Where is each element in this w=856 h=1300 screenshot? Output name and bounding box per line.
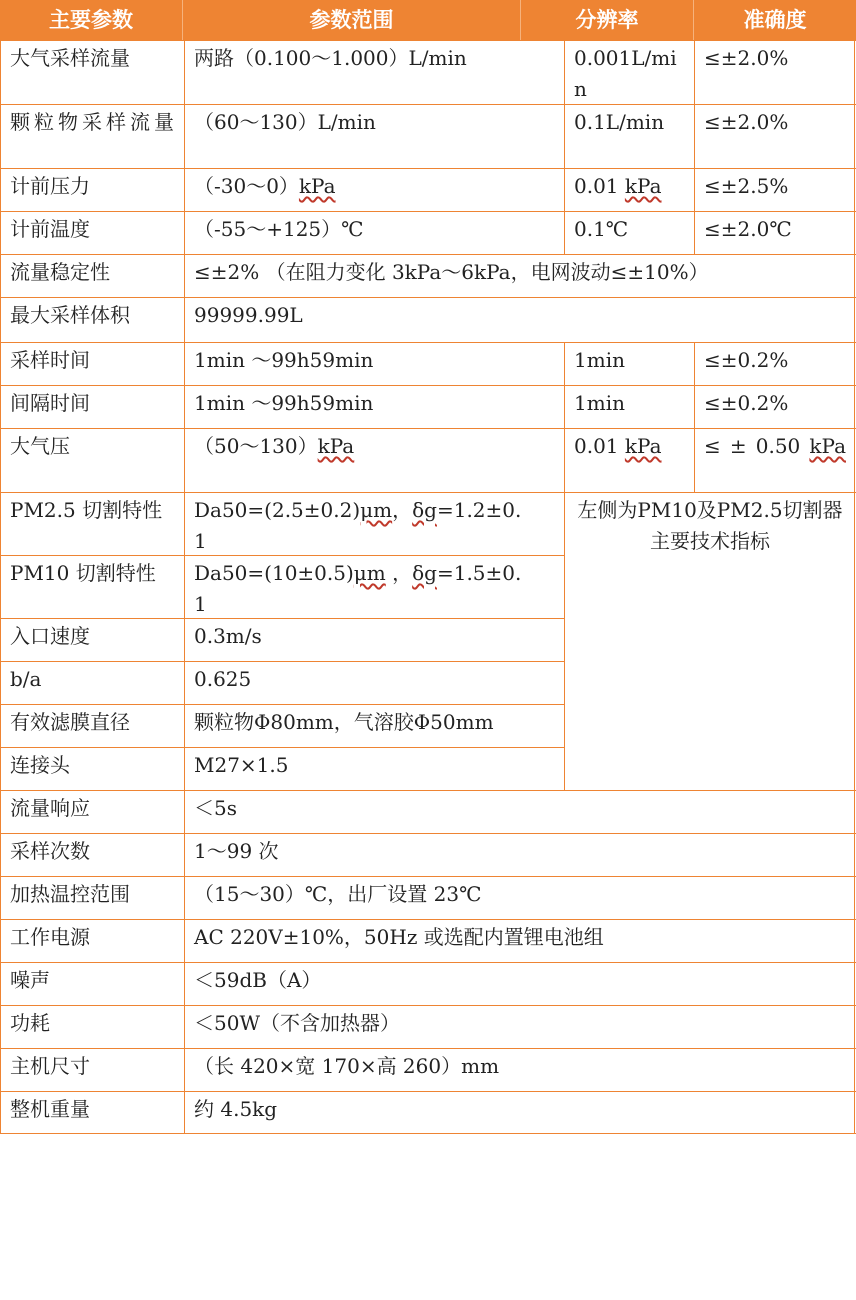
param-cell: 流量稳定性 [10, 260, 110, 284]
grid-line [564, 40, 565, 254]
resolution-cell: 0.01 kPa [574, 434, 662, 458]
param-cell: 噪声 [10, 968, 50, 992]
range-cell: ＜50W（不含加热器） [194, 1011, 401, 1035]
range-cell: （长 420×宽 170×高 260）mm [194, 1054, 500, 1078]
param-cell: b/a [10, 667, 42, 691]
param-cell: 计前压力 [10, 174, 90, 198]
range-cell: 1min ～99h59min [194, 348, 374, 372]
accuracy-cell: ≤±2.0℃ [704, 217, 792, 241]
table-row [0, 104, 856, 168]
range-cell: 0.625 [194, 667, 252, 691]
range-cell: Da50=(10±0.5)μm ，δg=1.5±0.1 [194, 561, 522, 616]
param-cell: 大气采样流量 [10, 46, 130, 70]
table-row [0, 1091, 856, 1134]
resolution-cell: 0.1℃ [574, 217, 629, 241]
param-cell: 工作电源 [10, 925, 90, 949]
range-cell: （60～130）L/min [194, 110, 376, 134]
range-cell: ＜5s [194, 796, 237, 820]
grid-line [694, 342, 695, 492]
param-cell: 间隔时间 [10, 391, 90, 415]
cutter-note: 左侧为PM10及PM2.5切割器主要技术指标 [564, 492, 856, 790]
resolution-cell: 1min [574, 348, 625, 372]
param-cell: 主机尺寸 [10, 1054, 90, 1078]
table-row [0, 919, 856, 962]
accuracy-cell: ≤±0.2% [704, 391, 789, 415]
header-range: 参数范围 [309, 8, 394, 32]
table-row [0, 385, 856, 428]
accuracy-cell: ≤ ± 0.50 kPa [704, 434, 846, 458]
table-row [0, 342, 856, 385]
header-accuracy: 准确度 [743, 8, 807, 32]
param-cell: 采样时间 [10, 348, 90, 372]
accuracy-cell: ≤±2.5% [704, 174, 789, 198]
table-row [0, 876, 856, 919]
grid-line [0, 40, 1, 1134]
range-cell: 1～99 次 [194, 839, 279, 863]
grid-line [564, 342, 565, 790]
header-param: 主要参数 [49, 8, 133, 32]
accuracy-cell: ≤±2.0% [704, 46, 789, 70]
table-row [0, 661, 564, 704]
resolution-cell: 1min [574, 391, 625, 415]
param-cell: 功耗 [10, 1011, 50, 1035]
range-cell: AC 220V±10%，50Hz 或选配内置锂电池组 [194, 925, 604, 949]
table-row [0, 962, 856, 1005]
param-cell: 计前温度 [10, 217, 90, 241]
param-cell: 连接头 [10, 753, 70, 777]
param-cell: 有效滤膜直径 [10, 710, 130, 734]
table-row [0, 704, 564, 747]
accuracy-cell: ≤±0.2% [704, 348, 789, 372]
range-cell: 颗粒物Φ80mm，气溶胶Φ50mm [194, 710, 494, 734]
param-cell: 大气压 [10, 434, 70, 458]
resolution-cell: 0.001L/min [574, 46, 677, 101]
table-row [0, 211, 856, 254]
grid-line [694, 40, 695, 254]
header-resolution: 分辨率 [575, 8, 639, 32]
range-cell: M27×1.5 [194, 753, 289, 777]
table-row [0, 297, 856, 340]
table-row [0, 833, 856, 876]
param-cell: 流量响应 [10, 796, 90, 820]
range-cell: （-30～0）kPa [194, 174, 336, 198]
table-row [0, 618, 564, 661]
grid-line [854, 40, 855, 1134]
resolution-cell: 0.01 kPa [574, 174, 662, 198]
table-row [0, 1048, 856, 1091]
range-cell: 99999.99L [194, 303, 303, 327]
range-cell: 约 4.5kg [194, 1097, 278, 1121]
param-cell: 入口速度 [10, 624, 90, 648]
param-cell: 采样次数 [10, 839, 90, 863]
table-row [0, 747, 564, 790]
table-row [0, 790, 856, 833]
range-cell: ＜59dB（A） [194, 968, 322, 992]
param-cell: 最大采样体积 [10, 303, 130, 327]
range-cell: ≤±2% （在阻力变化 3kPa～6kPa，电网波动≤±10%） [194, 260, 709, 284]
range-cell: （-55～+125）℃ [194, 217, 364, 241]
param-cell: PM2.5 切割特性 [10, 498, 163, 522]
table-header [0, 0, 856, 40]
param-cell: 加热温控范围 [10, 882, 130, 906]
param-cell: 颗粒物采样流量 [10, 110, 174, 134]
grid-line [184, 40, 185, 1134]
table-row [0, 1005, 856, 1048]
range-cell: 两路（0.100～1.000）L/min [194, 46, 467, 70]
table-row [0, 555, 564, 618]
range-cell: 1min ～99h59min [194, 391, 374, 415]
range-cell: Da50=(2.5±0.2)μm，δg=1.2±0.1 [194, 498, 522, 553]
param-cell: 整机重量 [10, 1097, 90, 1121]
accuracy-cell: ≤±2.0% [704, 110, 789, 134]
range-cell: 0.3m/s [194, 624, 262, 648]
table-row [0, 492, 564, 555]
range-cell: （15～30）℃，出厂设置 23℃ [194, 882, 482, 906]
param-cell: PM10 切割特性 [10, 561, 156, 585]
table-row [0, 40, 856, 104]
table-row [0, 254, 856, 297]
resolution-cell: 0.1L/min [574, 110, 665, 134]
table-row [0, 428, 856, 492]
range-cell: （50～130）kPa [194, 434, 355, 458]
table-row [0, 168, 856, 211]
